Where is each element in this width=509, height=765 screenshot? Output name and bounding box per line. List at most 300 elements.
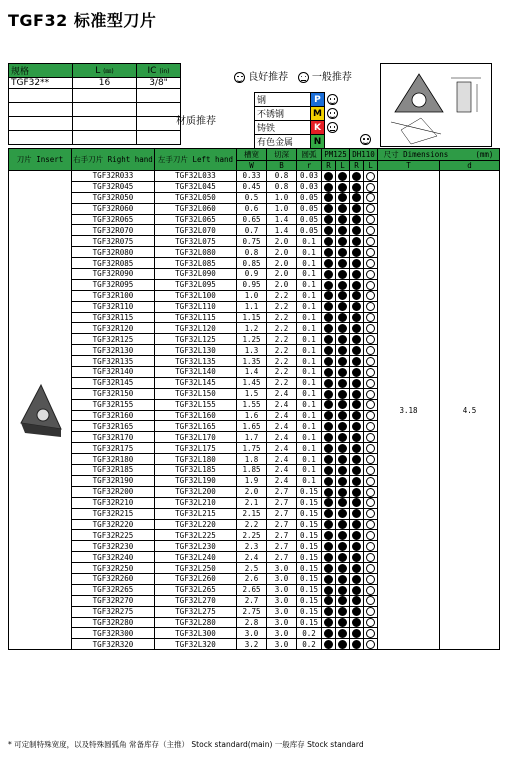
open-circle-icon xyxy=(366,618,375,627)
smile-face-icon xyxy=(327,108,338,119)
left-hand-code: TGF32L265 xyxy=(155,584,237,595)
groove-width: 0.45 xyxy=(237,181,267,192)
stock-cell xyxy=(322,377,336,388)
stock-cell xyxy=(322,486,336,497)
stock-cell xyxy=(350,519,364,530)
groove-width: 1.5 xyxy=(237,388,267,399)
filled-circle-icon xyxy=(324,259,333,268)
right-hand-code: TGF32R180 xyxy=(72,454,155,465)
right-hand-code: TGF32R065 xyxy=(72,214,155,225)
stock-cell xyxy=(322,410,336,421)
stock-cell xyxy=(336,377,350,388)
stock-cell xyxy=(364,584,378,595)
left-hand-code: TGF32L200 xyxy=(155,486,237,497)
stock-cell xyxy=(364,203,378,214)
right-hand-code: TGF32R300 xyxy=(72,628,155,639)
right-hand-code: TGF32R165 xyxy=(72,421,155,432)
groove-width: 2.7 xyxy=(237,595,267,606)
corner-radius: 0.03 xyxy=(297,181,322,192)
left-hand-code: TGF32L100 xyxy=(155,290,237,301)
stock-cell xyxy=(322,541,336,552)
right-hand-code: TGF32R200 xyxy=(72,486,155,497)
stock-cell xyxy=(364,519,378,530)
l-header: L (㎜) xyxy=(73,64,137,78)
filled-circle-icon xyxy=(352,248,361,257)
stock-cell xyxy=(322,432,336,443)
cut-depth: 2.4 xyxy=(267,399,297,410)
spec-header: 规格 xyxy=(9,64,73,78)
stock-cell xyxy=(336,214,350,225)
left-hand-code: TGF32L085 xyxy=(155,258,237,269)
stock-cell xyxy=(336,323,350,334)
col-b: B xyxy=(267,161,297,171)
col-t: T xyxy=(378,161,440,171)
cut-depth: 2.7 xyxy=(267,530,297,541)
stock-cell xyxy=(350,258,364,269)
filled-circle-icon xyxy=(324,444,333,453)
filled-circle-icon xyxy=(338,172,347,181)
stock-cell xyxy=(364,290,378,301)
cut-depth: 3.0 xyxy=(267,595,297,606)
filled-circle-icon xyxy=(338,477,347,486)
cut-depth: 2.7 xyxy=(267,486,297,497)
filled-circle-icon xyxy=(352,237,361,246)
filled-circle-icon xyxy=(338,237,347,246)
open-circle-icon xyxy=(366,226,375,235)
cut-depth: 1.0 xyxy=(267,192,297,203)
stock-cell xyxy=(364,312,378,323)
stock-cell xyxy=(322,443,336,454)
groove-width: 0.9 xyxy=(237,269,267,280)
stock-cell xyxy=(350,399,364,410)
stock-cell xyxy=(364,258,378,269)
right-hand-code: TGF32R033 xyxy=(72,171,155,182)
right-hand-code: TGF32R320 xyxy=(72,639,155,650)
stock-cell xyxy=(322,345,336,356)
filled-circle-icon xyxy=(324,226,333,235)
filled-circle-icon xyxy=(352,324,361,333)
stock-cell xyxy=(364,214,378,225)
filled-circle-icon xyxy=(338,520,347,529)
filled-circle-icon xyxy=(352,215,361,224)
filled-circle-icon xyxy=(352,313,361,322)
corner-radius: 0.1 xyxy=(297,290,322,301)
stock-cell xyxy=(364,552,378,563)
groove-width: 0.7 xyxy=(237,225,267,236)
stock-cell xyxy=(350,595,364,606)
stock-cell xyxy=(350,301,364,312)
filled-circle-icon xyxy=(352,509,361,518)
filled-circle-icon xyxy=(324,291,333,300)
groove-width: 2.5 xyxy=(237,563,267,574)
stock-cell xyxy=(364,628,378,639)
stock-cell xyxy=(350,367,364,378)
stock-cell xyxy=(336,225,350,236)
groove-width: 1.9 xyxy=(237,475,267,486)
col-w: W xyxy=(237,161,267,171)
corner-radius: 0.15 xyxy=(297,595,322,606)
filled-circle-icon xyxy=(324,357,333,366)
cut-depth: 2.2 xyxy=(267,377,297,388)
right-hand-code: TGF32R190 xyxy=(72,475,155,486)
left-hand-code: TGF32L110 xyxy=(155,301,237,312)
stock-cell xyxy=(364,225,378,236)
filled-circle-icon xyxy=(324,542,333,551)
groove-width: 0.75 xyxy=(237,236,267,247)
left-hand-code: TGF32L090 xyxy=(155,269,237,280)
filled-circle-icon xyxy=(324,400,333,409)
material-code-n: N xyxy=(311,135,325,149)
material-code-m: M xyxy=(311,107,325,121)
groove-width: 0.95 xyxy=(237,279,267,290)
stock-cell xyxy=(350,454,364,465)
col-dh-r: R xyxy=(350,161,364,171)
stock-cell xyxy=(336,356,350,367)
filled-circle-icon xyxy=(338,433,347,442)
stock-cell xyxy=(364,508,378,519)
open-circle-icon xyxy=(366,455,375,464)
stock-cell xyxy=(350,639,364,650)
filled-circle-icon xyxy=(324,281,333,290)
corner-radius: 0.15 xyxy=(297,530,322,541)
stock-cell xyxy=(336,432,350,443)
legend-general: 一般推荐 xyxy=(311,72,352,83)
corner-radius: 0.1 xyxy=(297,269,322,280)
stock-cell xyxy=(336,530,350,541)
corner-radius: 0.1 xyxy=(297,410,322,421)
groove-width: 1.75 xyxy=(237,443,267,454)
stock-cell xyxy=(336,563,350,574)
stock-cell xyxy=(350,410,364,421)
cut-depth: 3.0 xyxy=(267,639,297,650)
stock-cell xyxy=(322,171,336,182)
filled-circle-icon xyxy=(338,248,347,257)
corner-radius: 0.1 xyxy=(297,279,322,290)
cut-depth: 2.2 xyxy=(267,301,297,312)
groove-width: 1.45 xyxy=(237,377,267,388)
stock-cell xyxy=(336,443,350,454)
stock-cell xyxy=(336,541,350,552)
cut-depth: 3.0 xyxy=(267,606,297,617)
stock-cell xyxy=(350,214,364,225)
open-circle-icon xyxy=(366,335,375,344)
stock-cell xyxy=(322,258,336,269)
stock-cell xyxy=(350,203,364,214)
open-circle-icon xyxy=(366,422,375,431)
stock-cell xyxy=(364,639,378,650)
right-hand-code: TGF32R130 xyxy=(72,345,155,356)
insert-table xyxy=(8,148,500,650)
stock-cell xyxy=(336,290,350,301)
stock-cell xyxy=(350,628,364,639)
corner-radius: 0.1 xyxy=(297,367,322,378)
corner-radius: 0.15 xyxy=(297,563,322,574)
stock-cell xyxy=(364,410,378,421)
filled-circle-icon xyxy=(352,400,361,409)
open-circle-icon xyxy=(366,640,375,649)
groove-width: 0.8 xyxy=(237,247,267,258)
left-hand-code: TGF32L250 xyxy=(155,563,237,574)
right-hand-code: TGF32R210 xyxy=(72,497,155,508)
filled-circle-icon xyxy=(324,302,333,311)
stock-cell xyxy=(350,606,364,617)
cut-depth: 2.4 xyxy=(267,410,297,421)
left-hand-code: TGF32L185 xyxy=(155,465,237,476)
stock-cell xyxy=(336,258,350,269)
filled-circle-icon xyxy=(338,346,347,355)
stock-cell xyxy=(322,356,336,367)
right-hand-code: TGF32R225 xyxy=(72,530,155,541)
cut-depth: 2.0 xyxy=(267,247,297,258)
cut-depth: 1.4 xyxy=(267,214,297,225)
material-steel: 钢 xyxy=(255,93,311,107)
corner-radius: 0.15 xyxy=(297,508,322,519)
corner-radius: 0.1 xyxy=(297,443,322,454)
filled-circle-icon xyxy=(338,302,347,311)
stock-cell xyxy=(364,334,378,345)
stock-cell xyxy=(322,530,336,541)
right-hand-code: TGF32R175 xyxy=(72,443,155,454)
filled-circle-icon xyxy=(338,183,347,192)
filled-circle-icon xyxy=(338,193,347,202)
cut-depth: 2.0 xyxy=(267,269,297,280)
open-circle-icon xyxy=(366,498,375,507)
filled-circle-icon xyxy=(338,368,347,377)
open-circle-icon xyxy=(366,259,375,268)
corner-radius: 0.1 xyxy=(297,236,322,247)
stock-cell xyxy=(322,606,336,617)
stock-cell xyxy=(322,421,336,432)
stock-cell xyxy=(350,475,364,486)
corner-radius: 0.2 xyxy=(297,639,322,650)
stock-cell xyxy=(350,563,364,574)
insert-image xyxy=(9,171,72,650)
filled-circle-icon xyxy=(324,618,333,627)
left-hand-code: TGF32L180 xyxy=(155,454,237,465)
filled-circle-icon xyxy=(324,586,333,595)
filled-circle-icon xyxy=(324,346,333,355)
right-hand-code: TGF32R135 xyxy=(72,356,155,367)
stock-cell xyxy=(350,247,364,258)
open-circle-icon xyxy=(366,270,375,279)
stock-cell xyxy=(350,323,364,334)
material-code-p: P xyxy=(311,93,325,107)
left-hand-code: TGF32L033 xyxy=(155,171,237,182)
filled-circle-icon xyxy=(324,204,333,213)
left-hand-code: TGF32L320 xyxy=(155,639,237,650)
filled-circle-icon xyxy=(324,237,333,246)
stock-cell xyxy=(364,595,378,606)
corner-radius: 0.1 xyxy=(297,432,322,443)
corner-radius: 0.2 xyxy=(297,628,322,639)
stock-cell xyxy=(322,465,336,476)
right-hand-code: TGF32R085 xyxy=(72,258,155,269)
groove-width: 1.25 xyxy=(237,334,267,345)
groove-width: 2.0 xyxy=(237,486,267,497)
filled-circle-icon xyxy=(352,586,361,595)
filled-circle-icon xyxy=(324,270,333,279)
groove-width: 2.3 xyxy=(237,541,267,552)
ic-header: IC (in) xyxy=(137,64,181,78)
stock-cell xyxy=(364,345,378,356)
filled-circle-icon xyxy=(352,259,361,268)
open-circle-icon xyxy=(366,346,375,355)
stock-cell xyxy=(322,388,336,399)
groove-width: 2.2 xyxy=(237,519,267,530)
groove-width: 1.3 xyxy=(237,345,267,356)
right-hand-code: TGF32R270 xyxy=(72,595,155,606)
filled-circle-icon xyxy=(352,226,361,235)
cut-depth: 2.2 xyxy=(267,312,297,323)
open-circle-icon xyxy=(366,596,375,605)
stock-cell xyxy=(336,584,350,595)
cut-depth: 1.0 xyxy=(267,203,297,214)
groove-width: 2.4 xyxy=(237,552,267,563)
corner-radius: 0.05 xyxy=(297,214,322,225)
left-hand-code: TGF32L130 xyxy=(155,345,237,356)
filled-circle-icon xyxy=(324,575,333,584)
stock-cell xyxy=(350,312,364,323)
filled-circle-icon xyxy=(324,183,333,192)
stock-cell xyxy=(350,377,364,388)
stock-cell xyxy=(364,530,378,541)
corner-radius: 0.1 xyxy=(297,247,322,258)
filled-circle-icon xyxy=(324,509,333,518)
filled-circle-icon xyxy=(338,204,347,213)
groove-width: 1.8 xyxy=(237,454,267,465)
stock-cell xyxy=(364,388,378,399)
col-insert: 刀片 Insert xyxy=(9,149,72,171)
spec-table xyxy=(8,63,181,145)
groove-width: 1.2 xyxy=(237,323,267,334)
filled-circle-icon xyxy=(324,433,333,442)
filled-circle-icon xyxy=(352,357,361,366)
right-hand-code: TGF32R120 xyxy=(72,323,155,334)
stock-cell xyxy=(336,269,350,280)
left-hand-code: TGF32L225 xyxy=(155,530,237,541)
right-hand-code: TGF32R230 xyxy=(72,541,155,552)
corner-radius: 0.03 xyxy=(297,171,322,182)
groove-width: 0.5 xyxy=(237,192,267,203)
filled-circle-icon xyxy=(352,270,361,279)
left-hand-code: TGF32L275 xyxy=(155,606,237,617)
filled-circle-icon xyxy=(324,477,333,486)
corner-radius: 0.15 xyxy=(297,552,322,563)
material-nonferrous: 有色金属 xyxy=(255,135,311,149)
right-hand-code: TGF32R240 xyxy=(72,552,155,563)
left-hand-code: TGF32L260 xyxy=(155,573,237,584)
corner-radius: 0.15 xyxy=(297,573,322,584)
stock-cell xyxy=(350,290,364,301)
stock-cell xyxy=(322,639,336,650)
right-hand-code: TGF32R250 xyxy=(72,563,155,574)
filled-circle-icon xyxy=(352,520,361,529)
corner-radius: 0.05 xyxy=(297,192,322,203)
left-hand-code: TGF32L300 xyxy=(155,628,237,639)
stock-cell xyxy=(322,454,336,465)
filled-circle-icon xyxy=(352,607,361,616)
right-hand-code: TGF32R115 xyxy=(72,312,155,323)
stock-cell xyxy=(364,171,378,182)
open-circle-icon xyxy=(366,564,375,573)
filled-circle-icon xyxy=(338,553,347,562)
left-hand-code: TGF32L145 xyxy=(155,377,237,388)
left-hand-code: TGF32L240 xyxy=(155,552,237,563)
stock-cell xyxy=(350,465,364,476)
cut-depth: 2.2 xyxy=(267,367,297,378)
left-hand-code: TGF32L065 xyxy=(155,214,237,225)
open-circle-icon xyxy=(366,302,375,311)
col-right-hand: 右手刀片 Right hand xyxy=(72,149,155,171)
stock-cell xyxy=(364,432,378,443)
stock-cell xyxy=(322,367,336,378)
open-circle-icon xyxy=(366,629,375,638)
stock-cell xyxy=(350,584,364,595)
open-circle-icon xyxy=(366,607,375,616)
stock-cell xyxy=(322,279,336,290)
grooving-insert-icon xyxy=(15,379,65,439)
right-hand-code: TGF32R280 xyxy=(72,617,155,628)
corner-radius: 0.15 xyxy=(297,617,322,628)
legend-good: 良好推荐 xyxy=(248,72,289,83)
filled-circle-icon xyxy=(338,455,347,464)
groove-width: 1.55 xyxy=(237,399,267,410)
filled-circle-icon xyxy=(352,281,361,290)
corner-radius: 0.15 xyxy=(297,606,322,617)
stock-cell xyxy=(364,192,378,203)
stock-cell xyxy=(364,573,378,584)
right-hand-code: TGF32R060 xyxy=(72,203,155,214)
cut-depth: 3.0 xyxy=(267,573,297,584)
filled-circle-icon xyxy=(338,586,347,595)
cut-depth: 2.4 xyxy=(267,388,297,399)
right-hand-code: TGF32R260 xyxy=(72,573,155,584)
neutral-face-icon xyxy=(298,72,309,83)
open-circle-icon xyxy=(366,411,375,420)
corner-radius: 0.05 xyxy=(297,225,322,236)
stock-cell xyxy=(322,203,336,214)
filled-circle-icon xyxy=(352,477,361,486)
left-hand-code: TGF32L045 xyxy=(155,181,237,192)
left-hand-code: TGF32L120 xyxy=(155,323,237,334)
stock-cell xyxy=(350,573,364,584)
stock-cell xyxy=(336,573,350,584)
col-pm-r: R xyxy=(322,161,336,171)
material-code-k: K xyxy=(311,121,325,135)
right-hand-code: TGF32R155 xyxy=(72,399,155,410)
open-circle-icon xyxy=(366,172,375,181)
stock-cell xyxy=(336,181,350,192)
open-circle-icon xyxy=(366,291,375,300)
right-hand-code: TGF32R150 xyxy=(72,388,155,399)
filled-circle-icon xyxy=(324,379,333,388)
filled-circle-icon xyxy=(352,618,361,627)
table-row xyxy=(9,171,500,182)
filled-circle-icon xyxy=(352,346,361,355)
smile-face-icon xyxy=(234,72,245,83)
stock-cell xyxy=(364,497,378,508)
filled-circle-icon xyxy=(352,390,361,399)
filled-circle-icon xyxy=(352,531,361,540)
right-hand-code: TGF32R265 xyxy=(72,584,155,595)
groove-width: 1.1 xyxy=(237,301,267,312)
filled-circle-icon xyxy=(338,281,347,290)
open-circle-icon xyxy=(366,531,375,540)
stock-cell xyxy=(336,279,350,290)
col-cut-depth: 切深 xyxy=(267,149,297,161)
filled-circle-icon xyxy=(324,390,333,399)
corner-radius: 0.1 xyxy=(297,323,322,334)
